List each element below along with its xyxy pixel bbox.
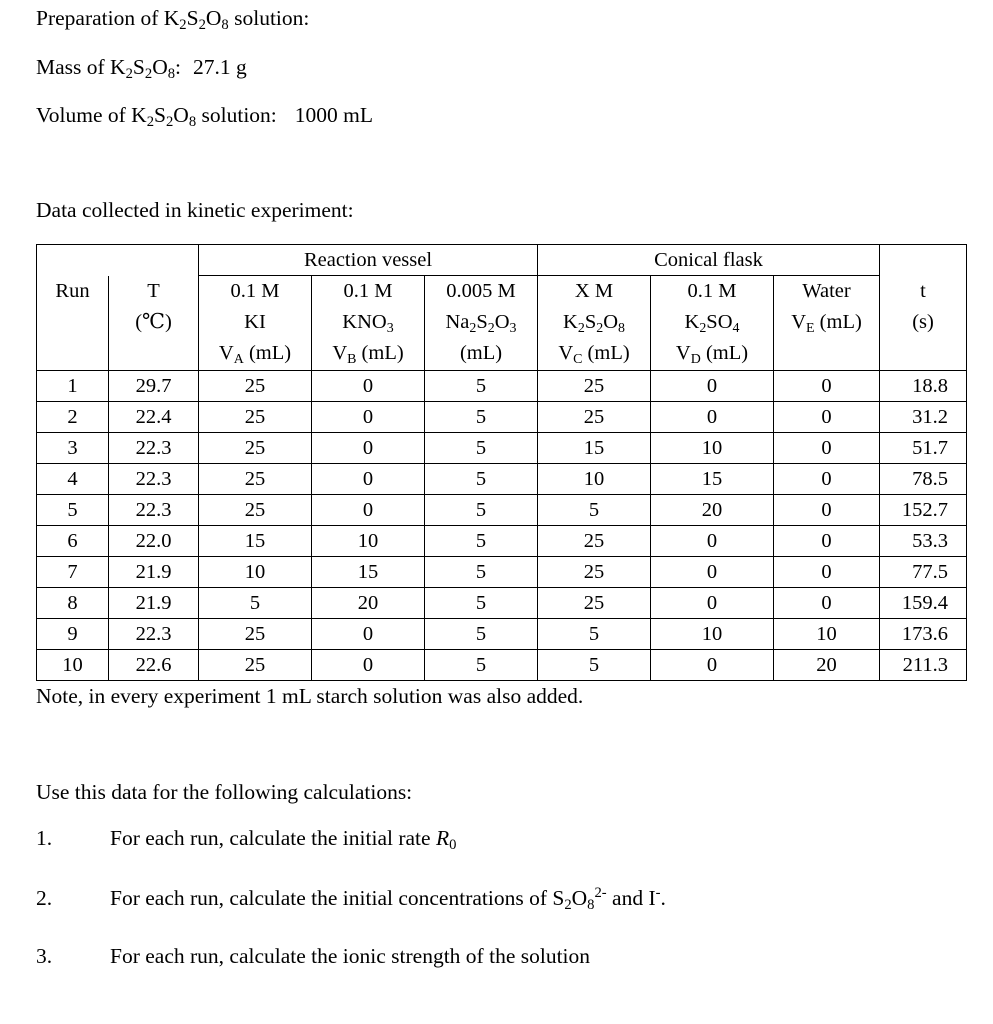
cell-time: 152.7 <box>880 495 967 526</box>
cell-water-volume: 20 <box>774 650 880 681</box>
cell-time: 211.3 <box>880 650 967 681</box>
table-row <box>37 433 967 464</box>
cell-temperature: 22.3 <box>109 433 199 464</box>
header-blank-time <box>880 245 967 276</box>
cell-na2s2o3-volume: 5 <box>425 433 538 464</box>
cell-water-volume: 0 <box>774 588 880 619</box>
cell-run: 7 <box>37 557 109 588</box>
cell-kno3-volume: 20 <box>312 588 425 619</box>
cell-time: 77.5 <box>880 557 967 588</box>
cell-time: 31.2 <box>880 402 967 433</box>
cell-k2s2o8-volume: 10 <box>538 464 651 495</box>
kinetic-data-table <box>36 244 967 681</box>
cell-run: 6 <box>37 526 109 557</box>
cell-temperature: 22.0 <box>109 526 199 557</box>
cell-temperature: 22.3 <box>109 619 199 650</box>
questions-intro: Use this data for the following calculations: <box>36 780 413 804</box>
col-header-temperature: T (℃) <box>109 276 199 371</box>
cell-temperature: 21.9 <box>109 588 199 619</box>
col-header-run: Run <box>37 276 109 371</box>
col-header-kno3: 0.1 M $KNO_3$ $V_B$ (mL) <box>312 276 425 371</box>
cell-k2s2o8-volume: 25 <box>538 526 651 557</box>
cell-k2s2o8-volume: 5 <box>538 650 651 681</box>
cell-temperature: 22.6 <box>109 650 199 681</box>
cell-ki-volume: 10 <box>199 557 312 588</box>
cell-run: 5 <box>37 495 109 526</box>
cell-water-volume: 0 <box>774 495 880 526</box>
cell-water-volume: 0 <box>774 402 880 433</box>
mass-line: Mass of $K_2S_2O_8$: 27.1 g <box>36 55 247 83</box>
cell-run: 9 <box>37 619 109 650</box>
cell-kno3-volume: 0 <box>312 371 425 402</box>
cell-kno3-volume: 15 <box>312 557 425 588</box>
header-blank <box>37 245 199 276</box>
cell-na2s2o3-volume: 5 <box>425 557 538 588</box>
volume-value: 1000 mL <box>294 103 373 127</box>
cell-run: 10 <box>37 650 109 681</box>
question-1: 1. For each run, calculate the initial rate $R_0$ <box>36 826 457 854</box>
cell-temperature: 22.3 <box>109 464 199 495</box>
cell-time: 159.4 <box>880 588 967 619</box>
cell-time: 173.6 <box>880 619 967 650</box>
cell-ki-volume: 25 <box>199 464 312 495</box>
cell-k2so4-volume: 10 <box>651 433 774 464</box>
cell-k2so4-volume: 0 <box>651 650 774 681</box>
cell-ki-volume: 25 <box>199 619 312 650</box>
cell-water-volume: 0 <box>774 371 880 402</box>
cell-ki-volume: 15 <box>199 526 312 557</box>
kinetic-heading: Data collected in kinetic experiment: <box>36 198 354 222</box>
table-row <box>37 619 967 650</box>
cell-temperature: 22.4 <box>109 402 199 433</box>
cell-na2s2o3-volume: 5 <box>425 402 538 433</box>
cell-na2s2o3-volume: 5 <box>425 464 538 495</box>
cell-k2s2o8-volume: 25 <box>538 588 651 619</box>
cell-temperature: 22.3 <box>109 495 199 526</box>
col-header-time: t (s) <box>880 276 967 371</box>
cell-time: 18.8 <box>880 371 967 402</box>
volume-line: Volume of $K_2S_2O_8$ solution: 1000 mL <box>36 103 373 131</box>
question-3: 3. For each run, calculate the ionic strength of the solution <box>36 944 591 968</box>
cell-k2s2o8-volume: 5 <box>538 495 651 526</box>
cell-k2s2o8-volume: 25 <box>538 402 651 433</box>
cell-k2so4-volume: 0 <box>651 371 774 402</box>
cell-k2so4-volume: 0 <box>651 588 774 619</box>
col-header-ki: 0.1 M KI $V_A$ (mL) <box>199 276 312 371</box>
cell-ki-volume: 5 <box>199 588 312 619</box>
table-row <box>37 402 967 433</box>
cell-na2s2o3-volume: 5 <box>425 526 538 557</box>
cell-time: 51.7 <box>880 433 967 464</box>
cell-water-volume: 0 <box>774 433 880 464</box>
cell-na2s2o3-volume: 5 <box>425 495 538 526</box>
cell-k2so4-volume: 0 <box>651 557 774 588</box>
cell-k2so4-volume: 0 <box>651 402 774 433</box>
cell-na2s2o3-volume: 5 <box>425 650 538 681</box>
cell-water-volume: 10 <box>774 619 880 650</box>
cell-run: 3 <box>37 433 109 464</box>
cell-run: 8 <box>37 588 109 619</box>
table-row <box>37 464 967 495</box>
cell-time: 53.3 <box>880 526 967 557</box>
col-header-water: Water $V_E$ (mL) <box>774 276 880 371</box>
table-row <box>37 495 967 526</box>
group-conical-flask: Conical flask <box>538 245 880 276</box>
cell-k2so4-volume: 15 <box>651 464 774 495</box>
cell-run: 1 <box>37 371 109 402</box>
mass-value: 27.1 g <box>193 55 247 79</box>
cell-ki-volume: 25 <box>199 402 312 433</box>
table-row <box>37 371 967 402</box>
col-header-na2s2o3: 0.005 M $Na_2S_2O_3$ (mL) <box>425 276 538 371</box>
cell-water-volume: 0 <box>774 464 880 495</box>
group-reaction-vessel: Reaction vessel <box>199 245 538 276</box>
cell-kno3-volume: 0 <box>312 495 425 526</box>
cell-ki-volume: 25 <box>199 433 312 464</box>
cell-temperature: 21.9 <box>109 557 199 588</box>
cell-kno3-volume: 0 <box>312 433 425 464</box>
table-row <box>37 557 967 588</box>
cell-na2s2o3-volume: 5 <box>425 371 538 402</box>
cell-water-volume: 0 <box>774 526 880 557</box>
col-header-k2s2o8: X M $K_2S_2O_8$ $V_C$ (mL) <box>538 276 651 371</box>
cell-na2s2o3-volume: 5 <box>425 588 538 619</box>
cell-k2so4-volume: 20 <box>651 495 774 526</box>
cell-ki-volume: 25 <box>199 650 312 681</box>
cell-kno3-volume: 0 <box>312 650 425 681</box>
cell-ki-volume: 25 <box>199 495 312 526</box>
cell-k2so4-volume: 0 <box>651 526 774 557</box>
cell-k2s2o8-volume: 5 <box>538 619 651 650</box>
cell-run: 2 <box>37 402 109 433</box>
cell-kno3-volume: 10 <box>312 526 425 557</box>
table-row <box>37 650 967 681</box>
cell-time: 78.5 <box>880 464 967 495</box>
cell-k2s2o8-volume: 25 <box>538 371 651 402</box>
cell-temperature: 29.7 <box>109 371 199 402</box>
cell-ki-volume: 25 <box>199 371 312 402</box>
col-header-k2so4: 0.1 M $K_2SO_4$ $V_D$ (mL) <box>651 276 774 371</box>
cell-water-volume: 0 <box>774 557 880 588</box>
cell-run: 4 <box>37 464 109 495</box>
table-row <box>37 588 967 619</box>
cell-kno3-volume: 0 <box>312 619 425 650</box>
table-row <box>37 526 967 557</box>
starch-note: Note, in every experiment 1 mL starch solution was also added. <box>36 684 584 708</box>
cell-k2s2o8-volume: 15 <box>538 433 651 464</box>
cell-k2so4-volume: 10 <box>651 619 774 650</box>
cell-na2s2o3-volume: 5 <box>425 619 538 650</box>
cell-kno3-volume: 0 <box>312 402 425 433</box>
prep-heading: Preparation of $K_2S_2O_8$ solution: <box>36 6 310 34</box>
cell-k2s2o8-volume: 25 <box>538 557 651 588</box>
question-2: 2. For each run, calculate the initial concentrations of $S_2O_8^{2-}$ and I-. <box>36 884 666 914</box>
cell-kno3-volume: 0 <box>312 464 425 495</box>
